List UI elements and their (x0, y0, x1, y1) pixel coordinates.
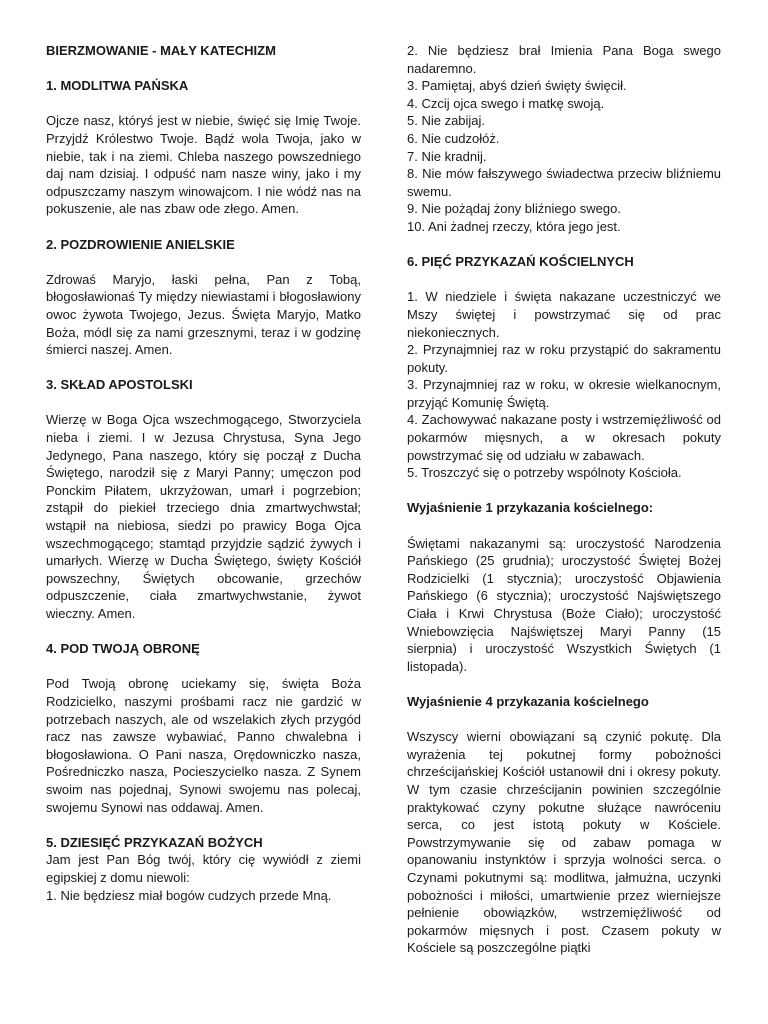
section-heading-dziesiec-przykazan: 5. DZIESIĘĆ PRZYKAZAŃ BOŻYCH (46, 834, 263, 850)
explanation-text-1: Świętami nakazanymi są: uroczystość Narodzenia Pańskiego (25 grudnia); uroczystość Świętej Bożej Rodzicielki (1 stycznia); uroczystość Objawienia Pańskiego (6 stycznia); uroczystość Najświętszego Ciała i Krwi Chrystusa (Boże Ciało); uroczystość Wniebowzięcia Najświętszej Maryi Panny (15 sierpnia) i uroczystość Wszystkich Świętych (1 listopada). (407, 535, 721, 674)
section-heading-piec-przykazan-koscielnych: 6. PIĘĆ PRZYKAZAŃ KOŚCIELNYCH (407, 254, 634, 270)
explanation-heading-4: Wyjaśnienie 4 przykazania kościelnego (407, 693, 649, 709)
section-heading-pozdrowienie-anielskie: 2. POZDROWIENIE ANIELSKIE (46, 236, 235, 252)
commandment-item: 10. Ani żadnej rzeczy, która jego jest. (407, 218, 621, 234)
commandment-item: 2. Nie będziesz brał Imienia Pana Boga swego nadaremno. (407, 43, 721, 76)
church-commandment-item: 3. Przynajmniej raz w roku, w okresie wielkanocnym, przyjąć Komunię Świętą. (407, 377, 721, 410)
commandment-item: 5. Nie zabijaj. (407, 113, 486, 129)
section-heading-pod-twoja-obrone: 4. POD TWOJĄ OBRONĘ (46, 641, 200, 657)
commandment-item: 3. Pamiętaj, abyś dzień święty święcił. (407, 78, 627, 94)
section-text-pozdrowienie-anielskie: Zdrowaś Maryjo, łaski pełna, Pan z Tobą, błogosławionaś Ty między niewiastami i błogosławiony owoc żywota Twojego, Jezus. Święta Maryjo, Matko Boża, módl się za nami grzesznymi, teraz i w godzinę śmierci naszej. Amen. (46, 271, 361, 358)
explanation-text-4: Wszyscy wierni obowiązani są czynić pokutę. Dla wyrażenia tej pokutnej formy pobożności chrześcijańskiej Kościół ustanowił dni i okresy pokuty. W tym czasie chrześcijanin powinien szczególnie praktykować czyny pokutne służące nawróceniu serca, co jest istotą pokuty w Kościele. Powstrzymywanie się od zabaw pomaga w opanowaniu instynktów i sprzyja wolności serca. o Czynami pokutnymi są: modlitwa, jałmużna, uczynki pobożności i miłości, umartwienie przez wierniejsze pełnienie obowiązków, wstrzemięźliwość od pokarmów mięsnych i post. Czasem pokuty w Kościele są poszczególne piątki (407, 729, 721, 956)
commandment-item: 6. Nie cudzołóż. (407, 130, 500, 146)
church-commandment-item: 1. W niedziele i święta nakazane uczestniczyć we Mszy świętej i powstrzymać się od prac niekoniecznych. (407, 289, 721, 340)
section-heading-sklad-apostolski: 3. SKŁAD APOSTOLSKI (46, 377, 193, 393)
church-commandment-item: 5. Troszczyć się o potrzeby wspólnoty Kościoła. (407, 465, 682, 481)
commandment-item: 7. Nie kradnij. (407, 148, 487, 164)
left-column (46, 42, 361, 904)
commandment-item: 8. Nie mów fałszywego świadectwa przeciw bliźniemu swemu. (407, 166, 721, 199)
church-commandment-item: 2. Przynajmniej raz w roku przystąpić do sakramentu pokuty. (407, 342, 721, 375)
explanation-heading-1: Wyjaśnienie 1 przykazania kościelnego: (407, 500, 654, 516)
section-text-modlitwa-panska: Ojcze nasz, któryś jest w niebie, święć się Imię Twoje. Przyjdź Królestwo Twoje. Bądź wola Twoja, jako w niebie, tak i na ziemi. Chleba naszego powszedniego daj nam dzisiaj. I odpuść nam nasze winy, jako i my odpuszczamy naszym winowajcom. I nie wódź nas na pokuszenie, ale nas zbaw ode złego. Amen. (46, 113, 361, 217)
section-heading-modlitwa-panska: 1. MODLITWA PAŃSKA (46, 78, 189, 94)
section-text-sklad-apostolski: Wierzę w Boga Ojca wszechmogącego, Stworzyciela nieba i ziemi. I w Jezusa Chrystusa, Syna Jego Jedynego, Pana naszego, który się począł z Ducha Świętego, narodził się z Maryi Panny; umęczon pod Ponckim Piłatem, ukrzyżowan, umarł i pogrzebion; zstąpił do piekieł trzeciego dnia zmartwychwstał; wstąpił na niebiosa, siedzi po prawicy Boga Ojca wszechmogącego; stamtąd przyjdzie sądzić żywych i umarłych. Wierzę w Ducha Świętego, święty Kościół powszechny, Świętych obcowanie, grzechów odpuszczenie, ciała zmartwychwstanie, żywot wieczny. Amen. (46, 412, 361, 621)
section-text-pod-twoja-obrone: Pod Twoją obronę uciekamy się, święta Boża Rodzicielko, naszymi prośbami racz nie gardzić w potrzebach naszych, ale od wszelakich złych przygód racz nas zawsze wybawiać, Panno chwalebna i błogosławiona. O Pani nasza, Orędowniczko nasza, Pośredniczko nasza, Pocieszycielko nasza. Z Synem swoim nas pojednaj, Synowi swojemu nas polecaj, swojemu Synowi nas oddawaj. Amen. (46, 676, 361, 815)
commandment-item: 9. Nie pożądaj żony bliźniego swego. (407, 201, 621, 217)
church-commandment-item: 4. Zachowywać nakazane posty i wstrzemięźliwość od pokarmów mięsnych, a w okresach pokuty powstrzymać się od udziału w zabawach. (407, 412, 721, 463)
commandment-item: 4. Czcij ojca swego i matkę swoją. (407, 95, 605, 111)
commandment-item: 1. Nie będziesz miał bogów cudzych przede Mną. (46, 887, 332, 903)
commandments-intro: Jam jest Pan Bóg twój, który cię wywiódł z ziemi egipskiej z domu niewoli: (46, 852, 361, 885)
right-column (407, 42, 721, 957)
document-title: BIERZMOWANIE - MAŁY KATECHIZM (46, 43, 276, 58)
